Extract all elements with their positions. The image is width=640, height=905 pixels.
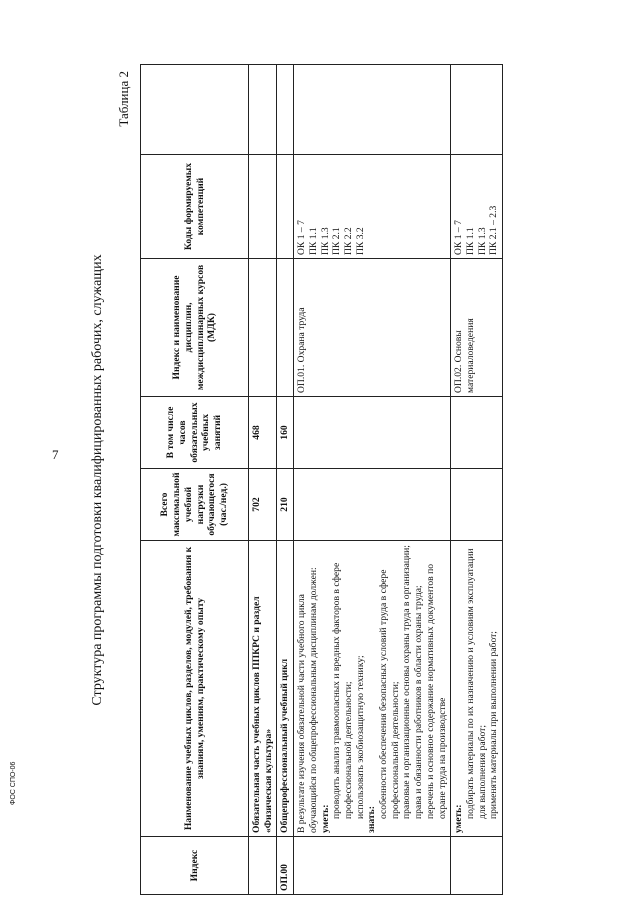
mandatory-part-mandatory: 468 [249, 397, 277, 469]
competency-code: ПК 2.1 – 2.3 [488, 205, 500, 255]
footer-code: ФОС СПО-06 [10, 761, 17, 805]
empty-cell [451, 837, 503, 895]
competency-code: ПК 1.3 [319, 227, 331, 255]
page-title: Структура программы подготовки квалифицированных рабочих, служащих [90, 254, 105, 706]
op01-intro: В результате изучения обязательной части учебного цикла обучающийся по общепрофессиональным дисциплинам должен: [296, 567, 319, 833]
empty-cell [249, 155, 277, 259]
op-cycle-mandatory: 160 [277, 397, 294, 469]
op01-discipline: ОП.01. Охрана труда [294, 259, 451, 397]
empty-cell [277, 65, 294, 155]
empty-cell [277, 259, 294, 397]
empty-cell [294, 469, 451, 541]
header-competencies: Коды формируемых компетенций [141, 155, 249, 259]
op01-row [294, 65, 451, 895]
op01-znat-label: знать: [366, 806, 378, 833]
empty-cell [451, 469, 503, 541]
op01-umet-item: проводить анализ травмоопасных и вредных факторов в сфере профессиональной деятельности; [331, 562, 354, 819]
page-number: 7 [52, 447, 59, 462]
op02-umet-item: применять материалы при выполнении работ; [488, 631, 500, 819]
op02-umet-label: уметь: [453, 804, 465, 833]
op02-umet-item: подбирать материалы по их назначению и условиям эксплуатации для выполнения работ; [464, 548, 488, 819]
competency-code: ПК 2.2 [342, 227, 354, 255]
op01-znat-item: перечень и основное содержание нормативных документов по охране труда на производстве [424, 563, 448, 819]
header-mandatory: В том числе часов обязательных учебных занятий [141, 397, 249, 469]
op01-competencies [294, 155, 451, 259]
competency-code: ПК 1.1 [464, 227, 476, 255]
header-index: Индекс [141, 837, 249, 895]
op01-znat-item: правовые и организационные основы охраны труда в организации; [401, 545, 413, 819]
mandatory-part-index [249, 837, 277, 895]
table-label: Таблица 2 [116, 71, 131, 127]
op02-row [451, 65, 503, 895]
rotated-sheet [90, 65, 610, 895]
empty-cell [294, 837, 451, 895]
competency-code: ПК 1.1 [307, 227, 319, 255]
structure-table [140, 64, 503, 895]
empty-cell [249, 259, 277, 397]
empty-cell [249, 65, 277, 155]
op01-requirements [294, 541, 451, 837]
op01-umet-label: уметь: [319, 804, 331, 833]
mandatory-part-total: 702 [249, 469, 277, 541]
mandatory-part-name: Обязательная часть учебных циклов ППКРС и раздел «Физическая культура» [249, 541, 277, 837]
competency-code: ОК 1 – 7 [296, 220, 308, 255]
mandatory-part-row [249, 65, 277, 895]
empty-cell [294, 397, 451, 469]
header-discipline: Индекс и наименование дисциплин, междисциплинарных курсов (МДК) [141, 259, 249, 397]
competency-code: ПК 2.1 [331, 227, 343, 255]
empty-cell [451, 397, 503, 469]
header-name: Наименование учебных циклов, разделов, модулей, требования к знаниям, умениям, практическому опыту [141, 541, 249, 837]
op-cycle-index: ОП.00 [277, 837, 294, 895]
op02-discipline: ОП.02. Основы материаловедения [451, 259, 503, 397]
op-cycle-row [277, 65, 294, 895]
header-total: Всего максимальной учебной нагрузки обучающегося (час./нед.) [141, 469, 249, 541]
op01-znat-item: особенности обеспечения безопасных условий труда в сфере профессиональной деятельности; [378, 569, 401, 819]
empty-cell [277, 155, 294, 259]
op02-requirements [451, 541, 503, 837]
header-extra [141, 65, 249, 155]
competency-code: ПК 3.2 [354, 227, 366, 255]
competency-code: ОК 1 – 7 [453, 220, 465, 255]
competency-code: ПК 1.3 [476, 227, 488, 255]
op-cycle-total: 210 [277, 469, 294, 541]
op01-umet-item: использовать экобиозащитную технику; [354, 655, 366, 819]
op02-competencies [451, 155, 503, 259]
empty-cell [294, 65, 451, 155]
header-row [141, 65, 249, 895]
empty-cell [451, 65, 503, 155]
op-cycle-name: Общепрофессиональный учебный цикл [277, 541, 294, 837]
op01-znat-item: права и обязанности работников в области охраны труда; [413, 585, 425, 819]
